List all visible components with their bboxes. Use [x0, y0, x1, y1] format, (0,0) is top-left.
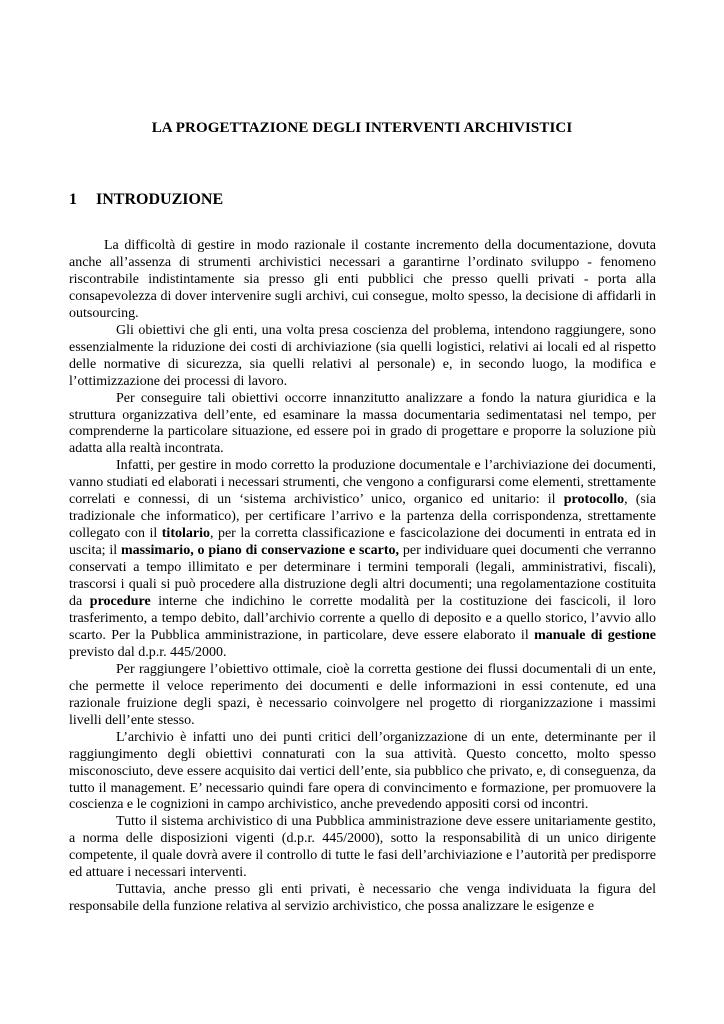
paragraph	[69, 458, 656, 661]
text-run: , per la corretta classificazione e fascicolazione dei documenti in entrata ed in uscita; il	[69, 526, 656, 559]
paragraph: Gli obiettivi che gli enti, una volta presa coscienza del problema, intendono raggiungere, sono essenzialmente la riduzione dei costi di archiviazione (sia quelli logistici, relativi ai locali ed al rispetto delle normative di sicurezza, sia quelli relativi al personale) e, in secondo luogo, la modifica e l’ottimizzazione dei processi di lavoro.	[69, 322, 656, 389]
section-title: INTRODUZIONE	[96, 191, 224, 208]
paragraph: Per raggiungere l’obiettivo ottimale, cioè la corretta gestione dei flussi documentali di un ente, che permette il veloce reperimento dei documenti e delle informazioni in essi contenute, ed una razionale fruizione degli spazi, è necessario coinvolgere nel progetto di riorganizzazione i massimi livelli dell’ente stesso.	[69, 661, 656, 728]
bold-term-massimario: massimario, o piano di conservazione e scarto,	[120, 543, 400, 559]
text-run: , (sia tradizionale che informatico), per certificare l’arrivo e la partenza della corrispondenza, strettamente collegato con il	[69, 492, 656, 542]
paragraph: La difficoltà di gestire in modo razionale il costante incremento della documentazione, dovuta anche all’assenza di strumenti archivistici necessari a garantirne l’ordinato sviluppo - fenomeno riscontrabile indistintamente sia presso gli enti pubblici che presso quelli privati - porta alla consapevolezza di dover intervenire sugli archivi, cui consegue, molto spesso, la decisione di affidarli in outsourcing.	[69, 238, 656, 321]
section-number: 1	[69, 191, 77, 208]
text-run: previsto dal d.p.r. 445/2000.	[69, 644, 227, 660]
paragraph: Tuttavia, anche presso gli enti privati, è necessario che venga individuata la figura del responsabile della funzione relativa al servizio archivistico, che possa analizzare le esigenze e	[69, 882, 656, 915]
bold-term-manuale-di-gestione: manuale di gestione	[534, 627, 657, 643]
text-run: Infatti, per gestire in modo corretto la produzione documentale e l’archiviazione dei documenti, vanno studiati ed elaborati i necessari strumenti, che vengono a configurarsi come elementi, strettamente correlati e connessi, di un ‘sistema archivistico’ unico, organico ed unitario: il	[69, 458, 656, 508]
text-run: interne che indichino le corrette modalità per la costituzione dei fascicoli, il loro trasferimento, a tempo debito, dall’archivio corrente a quello di deposito e a quello storico, l’avvio allo scarto. Per la Pubblica amministrazione, in particolare, deve essere elaborato il	[69, 594, 656, 643]
paragraph: Per conseguire tali obiettivi occorre innanzitutto analizzare a fondo la natura giuridica e la struttura organizzativa dell’ente, ed esaminare la massa documentaria sedimentatasi nel tempo, per comprenderne la particolare situazione, ed essere poi in grado di progettare e proporre la soluzione più adatta alla realtà incontrata.	[69, 390, 656, 457]
bold-term-protocollo: protocollo	[563, 492, 625, 508]
document-title: LA PROGETTAZIONE DEGLI INTERVENTI ARCHIVISTICI	[151, 120, 573, 136]
paragraph: L’archivio è infatti uno dei punti critici dell’organizzazione di un ente, determinante per il raggiungimento degli obiettivi connaturati con la sua attività. Questo concetto, molto spesso misconosciuto, deve essere acquisito dai vertici dell’ente, sia pubblico che privato, e, di conseguenza, da tutto il management. E’ necessario quindi fare opera di convincimento e formazione, per promuovere la coscienza e le cognizioni in campo archivistico, anche prevedendo appositi corsi od incontri.	[69, 729, 656, 813]
bold-term-procedure: procedure	[89, 594, 151, 610]
body-text	[69, 238, 656, 916]
bold-term-titolario: titolario	[161, 526, 210, 542]
section-heading	[69, 191, 223, 209]
text-run: per individuare quei documenti che verranno conservati a tempo illimitato e per determinare i termini temporali (legali, amministrativi, fiscali), trascorsi i quali si può procedere alla distruzione degli altri documenti; una regolamentazione costituita da	[69, 543, 657, 610]
paragraph: Tutto il sistema archivistico di una Pubblica amministrazione deve essere unitariamente gestito, a norma delle disposizioni vigenti (d.p.r. 445/2000), sotto la responsabilità di un unico dirigente competente, il quale dovrà avere il controllo di tutte le fasi dell’archiviazione e l’autorità per predisporre ed attuare i necessari interventi.	[69, 814, 656, 881]
